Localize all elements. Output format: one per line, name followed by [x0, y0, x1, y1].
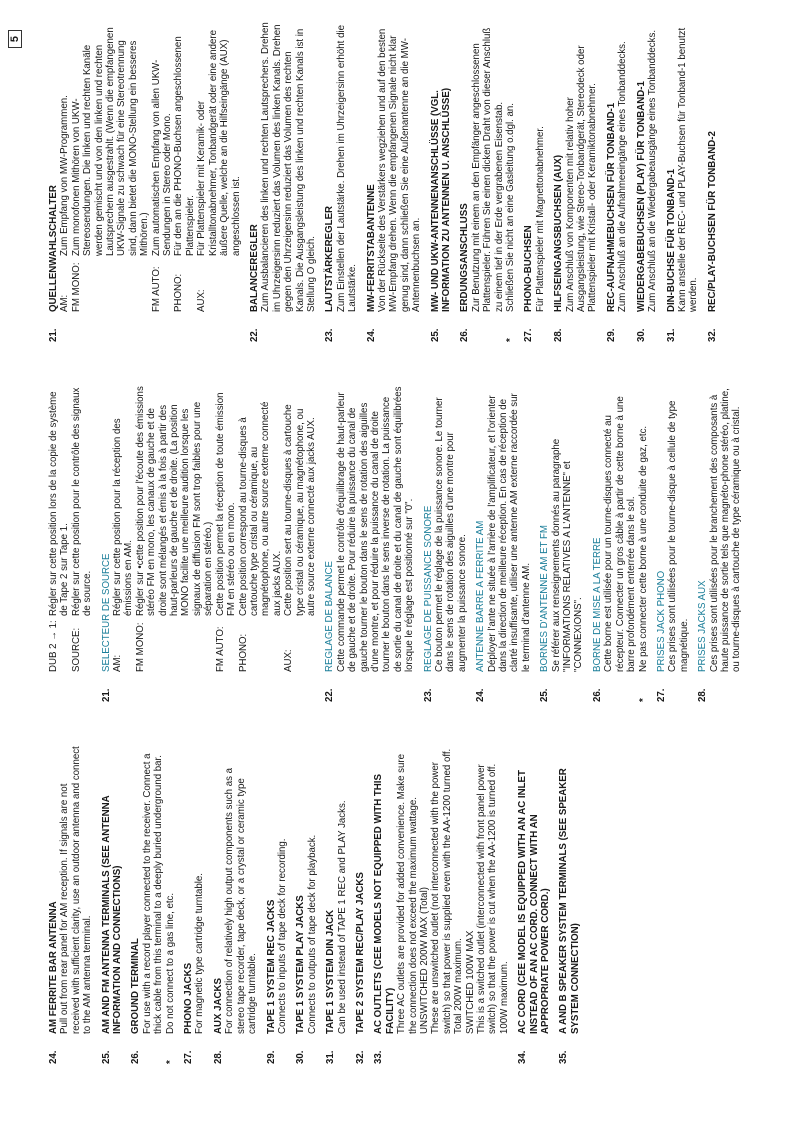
option-label: AUX: [196, 289, 208, 312]
section-item [325, 746, 348, 1064]
section-body [470, 20, 517, 342]
section-body [487, 384, 533, 672]
body-paragraph: For connection of relatively high output components such as a stereo tape recorder, tape deck, or a crystal or ceramic type cartridge turntable. [224, 767, 259, 1034]
section-content [475, 384, 532, 672]
option-text: Cette position correspond au tourne-disques à cartouche type cristal ou céramique, au magnétophone, ou autre source externe connecté aux jacks AUX. [237, 401, 283, 616]
section-number: 32. [706, 328, 718, 342]
section-title: TAPE 1 SYSTEM DIN JACK [325, 909, 337, 1034]
body-paragraph: Pull out from rear panel for AM reception. If signals are not received with sufficient clarity, use an outdoor antenna and connect to the AM antenna terminal. [59, 746, 94, 1034]
section-body [59, 746, 93, 1034]
section-title: A AND B SPEAKER SYSTEM TERMINALS (SEE SPEAKER SYSTEM CONNECTION) [558, 768, 581, 1034]
option-label: FM MONO: [134, 622, 146, 672]
body-paragraph: Zur Benutzung mit einem an den Empfänger angeschlossenen Plattenspieler. Führen Sie einen dicken Draht von dieser Anschluß zu einem tief in der Erde vergrabenen Eisenstab. [470, 27, 505, 312]
section-number: 31. [665, 328, 677, 342]
option-row [48, 384, 71, 672]
option-text: Für den an die PHONO-Buchsen angeschlossenen Plattenspieler. [173, 36, 196, 256]
section-title: BALANCEREGLER [248, 224, 260, 312]
section-content [101, 746, 124, 1034]
section-item [553, 20, 599, 342]
section-content [355, 746, 366, 1034]
option-label: DUB 2 → 1: [48, 620, 59, 672]
section-number: 22. [324, 688, 336, 702]
section-title: WIEDERGABEBUCHSEN (PLAY) FÜR TONBAND-1 [635, 81, 647, 312]
section-content [213, 746, 259, 1034]
section-title: REGLAGE DE PUISSANCE SONORE [422, 505, 434, 672]
section-title: REC-AUFNAHMEBUCHSEN FÜR TONBAND-1 [605, 102, 617, 312]
section-item [48, 20, 242, 342]
section-item [423, 384, 469, 702]
section-item [295, 746, 318, 1064]
section-title: AC OUTLETS (CEE MODELS NOT EQUIPPED WITH THIS FACILITY) [373, 774, 396, 1034]
section-title: DIN-BUCHSE FÜR TONBAND-1 [665, 169, 677, 312]
section-title: PHONO-BUCHSEN [523, 225, 535, 312]
section-body [224, 746, 258, 1034]
section-number [48, 672, 94, 702]
section-body [603, 384, 649, 702]
section-content [266, 746, 289, 1034]
section-body [377, 20, 423, 312]
bullet-note [637, 384, 649, 702]
body-paragraph: UNSWITCHED 200W MAX (Total) [418, 887, 430, 1034]
section-content [366, 20, 423, 312]
section-item [539, 384, 585, 702]
option-label: FM MONO: [70, 262, 82, 312]
section-item [101, 384, 318, 702]
section-item [48, 746, 94, 1064]
section-body [667, 384, 690, 672]
section-item [366, 20, 423, 342]
section-number: 26. [459, 328, 471, 342]
option-row [151, 20, 174, 312]
section-content [249, 20, 317, 312]
section-title: MW-FERRITSTABANTENNE [365, 184, 377, 312]
option-text: Cette position sert au tourne-disques à cartouche type cristal ou céramique, au magnétophone, ou autre source externe connecté aux jacks AUX. [283, 404, 317, 616]
bullet-note [505, 20, 517, 342]
section-content [325, 746, 348, 1034]
section-item [324, 20, 358, 342]
option-text: Für Plattenspieler mit Keramik- oder Kristalltonabnehmer, Tonbandgerät oder eine andere äußere Quelle, welche an die Hilfseingänge (AUX) angeschlossen ist. [196, 29, 242, 256]
section-content [523, 20, 546, 312]
section-body [617, 20, 628, 312]
option-label: AM: [112, 654, 124, 672]
option-label: PHONO: [237, 633, 249, 672]
body-paragraph: Cette commande permet le contrôle d'équilibrage de haut-parleur de gauche et de droite. Pour réduire la puissance du canal de gauche tourner le bouton dans le sens de rotation des aiguilles d'une montre, et pour réduire la puissance du canal de droite tourner le bouton dans le sens inverse de rotation. La puissance de sortie du canal de droite et du canal de gauche sont équilibrées lorsque le réglage est positionné sur "0". [335, 386, 416, 672]
section-number: 26. [130, 1050, 142, 1064]
section-body [709, 384, 743, 672]
section-number: 21. [100, 688, 112, 702]
section-content [373, 746, 510, 1034]
section-content [636, 20, 659, 312]
section-item [373, 746, 510, 1064]
option-text: Régler sur cette position pour le contrôle des signaux de source. [70, 387, 94, 616]
section-number: 23. [422, 688, 434, 702]
section-number: 30. [635, 328, 647, 342]
section-title: PRISES JACK PHONO [655, 570, 667, 672]
section-number: 24. [48, 1050, 59, 1064]
section-content [324, 20, 358, 312]
section-content [606, 20, 629, 312]
bullet-icon: * [164, 1060, 176, 1064]
german-column [48, 20, 725, 342]
section-item [355, 746, 366, 1064]
option-row [215, 384, 238, 672]
page-number: 5 [8, 30, 22, 48]
section-item [606, 20, 629, 342]
option-row [71, 20, 151, 312]
section-title: HILFSEINGANGSBUCHSEN (AUX) [553, 154, 565, 312]
option-label: AM: [59, 294, 71, 312]
bullet-text: Ne pas connecter cette borne à une conduite de gaz, etc. [637, 425, 649, 672]
section-title: QUELLENWAHLSCHALTER [48, 185, 59, 312]
section-number: 28. [212, 1050, 224, 1064]
section-title: REGLAGE DE BALANCE [324, 561, 336, 672]
section-body [396, 746, 510, 1034]
section-body [307, 746, 318, 1034]
section-content [423, 384, 469, 672]
section-content [183, 746, 206, 1034]
section-content [558, 746, 581, 1034]
body-paragraph: Ce bouton permet le réglage de la puissance sonore. Le tourner dans le sens de rotation des aiguilles d'une montre pour augmenter la puissance sonore. [434, 397, 468, 672]
section-number: 27. [655, 688, 667, 702]
body-paragraph: For use with a record player connected to the receiver. Connect a thick cable from this terminal to a deeply buried underground bar. [141, 753, 165, 1034]
option-row [238, 384, 284, 672]
section-item [523, 20, 546, 342]
section-content [656, 384, 690, 672]
body-paragraph: Ces prises sont utilisées pour le tourne-disque à cellule de type magnétique. [667, 400, 690, 672]
option-label: PHONO: [173, 273, 185, 312]
section-title: ANTENNE BARRE A FERRITE AM [475, 520, 487, 672]
section-item [697, 384, 743, 702]
section-number: 28. [697, 688, 709, 702]
option-row [196, 20, 242, 312]
section-number: 30. [295, 1050, 307, 1064]
english-column [48, 746, 588, 1064]
section-item [592, 384, 649, 702]
body-paragraph: Se référer aux renseignements donnés au paragraphe "INFORMATIONS RELATIVES A L'ANTENNE" et "CONNEXIONS". [550, 438, 585, 672]
section-item [666, 20, 700, 342]
section-number: 33. [373, 1050, 385, 1064]
bullet-text: Do not connect to a gas line, etc. [164, 892, 176, 1034]
section-body [336, 384, 416, 672]
section-content [707, 20, 718, 312]
body-paragraph: SWITCHED 100W MAX [464, 930, 476, 1034]
section-title: AM FERRITE BAR ANTENNA [48, 901, 59, 1034]
section-item [430, 20, 453, 342]
section-number: 27. [523, 328, 535, 342]
body-paragraph: This is a switched outlet (interconnected with front panel power switch) so that the power is cut when the AA-1200 is turned off. 100W maximum. [476, 763, 510, 1034]
section-body [48, 384, 94, 672]
section-body [260, 20, 317, 312]
section-title: GROUND TERMINAL [130, 938, 142, 1034]
section-content [48, 384, 94, 672]
section-item [213, 746, 259, 1064]
body-paragraph: Zum Anschluß von Komponenten mit relativ hoher Ausgangsleistung, wie Stereo-Tonbandgerät, Stereodeck oder Plattenspieler mit Kristall- oder Keramiktonabnehmer. [564, 45, 599, 312]
section-body [551, 384, 585, 672]
body-paragraph: Zum Anschluß an die Wiedergabeausgänge eines Tonbanddecks. [647, 29, 659, 312]
body-paragraph: Zum Ausbalancieren des linken und rechten Lautsprechers. Drehen im Uhrzeigersinn reduziert das Volumen des linken Kanals. Drehen gegen den Uhrzeigersinn reduziert das Volumen des rechten Kanals. Die Ausgangsleistung des linken und rechten Kanals ist in Stellung O gleich. [260, 22, 317, 312]
section-item [324, 384, 415, 702]
body-paragraph: Von der Rückseite des Verstärkers wegziehen und auf den besten MW-Empfang drehen. Wenn die empfangenen Signale nicht klar genug sind, dann schließen Sie eine Außenantenne an die MW-Antennenbuchsen an. [376, 28, 423, 312]
section-title: TAPE 1 SYSTEM REC JACKS [265, 899, 277, 1034]
body-paragraph: Can be used instead of TAPE 1 REC and PLAY Jacks. [336, 800, 348, 1034]
option-text: Zum automatischen Empfang von allen UKW-Sendungen in Stereo oder Mono. [150, 59, 174, 256]
section-number: 25. [100, 1050, 112, 1064]
body-paragraph: Déployer l'ante ne située à l'arrière de l'amplificateur, et l'orienter dans la direction de meilleure réception. En cas de réception de clarté insuffisante, utiliser une antenne AM externe raccordée sur le terminal d'antenne AM. [486, 393, 532, 672]
section-number: 24. [365, 328, 377, 342]
option-text: Régler sur cette position pour la réception des émissions en AM. [112, 418, 135, 616]
section-number: 35. [558, 1050, 570, 1064]
body-paragraph: Zum Einstellen der Lautstärke. Drehen im Uhrzeigersinn erhöht die Lautstärke. [335, 25, 359, 312]
body-paragraph: Ces prises sont utilisées pour le branchement des composants à haute puissance de sortie tels que magnéto-phone stéréo, platine, ou tourne-disques à cartouche de type céramique ou à cristal. [708, 388, 743, 672]
section-number: 29. [265, 1050, 277, 1064]
bullet-note [164, 746, 176, 1064]
section-title: REC/PLAY-BUCHSEN FÜR TONBAND-2 [706, 131, 718, 312]
body-paragraph: Connects to outputs of tape deck for playback. [306, 834, 318, 1034]
french-column [48, 384, 750, 702]
section-title: LAUTSTÄRKEREGLER [324, 205, 336, 312]
section-content [430, 20, 453, 312]
section-number: 32. [354, 1050, 366, 1064]
bullet-text: Schließen Sie nicht an eine Gasleitung o.dgl. an. [505, 103, 517, 312]
section-item [266, 746, 289, 1064]
body-paragraph: Kann anstelle der REC- und PLAY-Buchsen für Tonband-1 benutzt werden. [676, 27, 700, 312]
section-item [636, 20, 659, 342]
section-body [677, 20, 700, 312]
section-body [535, 20, 546, 312]
section-body [277, 746, 288, 1034]
body-paragraph: Zum Anschluß an die Aufnahmeeingänge eines Tonbanddecks. [617, 41, 629, 312]
section-number: 28. [553, 328, 565, 342]
section-number: 23. [324, 328, 336, 342]
section-title: MW- UND UKW-ANTENNENANSCHLÜSSE (VGL. INFORMATION ZU ANTENNEN U. ANSCHLÜSSE) [429, 87, 452, 312]
section-number: 21. [48, 328, 59, 342]
section-content [324, 384, 415, 672]
section-title: PRISES JACKS AUX [697, 580, 709, 672]
section-item [558, 746, 581, 1064]
section-content [48, 20, 242, 312]
section-title: ERDUNGSANSCHLUSS [459, 203, 471, 312]
option-row [112, 384, 135, 672]
section-item [130, 746, 176, 1064]
section-title: PHONO JACKS [183, 962, 195, 1034]
section-item [707, 20, 718, 342]
body-paragraph: These are unswitched outlet (not interconnected with the power switch) so that power is supplied even with the AA-1200 turned off. Total 200W maximum. [430, 748, 465, 1034]
section-title: TAPE 2 SYSTEM REC/PLAY JACKS [354, 872, 366, 1034]
section-body [434, 384, 468, 672]
section-item [459, 20, 516, 342]
option-text: Cette position permet la réception de toute émission FM en stéréo ou en mono. [214, 392, 238, 616]
section-title: BORNES D'ANTENNE AM ET FM [539, 524, 551, 672]
option-row [283, 384, 317, 672]
bullet-icon: * [505, 338, 517, 342]
section-number: 34. [517, 1050, 529, 1064]
section-body [337, 746, 348, 1034]
section-item [249, 20, 317, 342]
section-number: 31. [325, 1050, 337, 1064]
section-number: 25. [429, 328, 441, 342]
section-body [647, 20, 658, 312]
section-item [48, 384, 94, 702]
section-number: 25. [539, 688, 551, 702]
section-body [141, 746, 176, 1064]
body-paragraph: Three AC outlets are provided for added convenience. Make sure the connection does not exceed the maximum wattage. [396, 753, 419, 1034]
option-text: Zum Empfang von MW-Programmen. [59, 95, 71, 256]
option-row [135, 384, 215, 672]
section-title: AUX JACKS [212, 978, 224, 1034]
section-item [183, 746, 206, 1064]
section-title: BORNE DE MISE A LA TERRE [591, 537, 603, 672]
option-label: FM AUTO: [214, 626, 226, 672]
section-content [295, 746, 318, 1034]
section-content [666, 20, 700, 312]
section-number: 22. [248, 328, 260, 342]
body-paragraph: For magnetic type cartridge turntable. [194, 873, 206, 1034]
option-row [173, 20, 196, 312]
section-title: SELECTEUR DE SOURCE [100, 553, 112, 672]
section-body [336, 20, 359, 312]
section-item [101, 746, 124, 1064]
section-content [48, 746, 94, 1034]
section-content [553, 20, 599, 312]
option-label: SOURCE: [70, 627, 82, 672]
section-body [112, 384, 317, 672]
section-body [194, 746, 205, 1034]
body-paragraph: Für Plattenspieler mit Magnettonabnehmer. [534, 126, 546, 312]
section-number: 27. [183, 1050, 195, 1064]
section-body [565, 20, 599, 312]
option-label: AUX: [283, 649, 295, 672]
section-content [697, 384, 743, 672]
section-item [517, 746, 551, 1064]
section-title: AC CORD (CEE MODEL IS EQUIPPED WITH AN AC INLET INSTEAD OF AN AC CORD. CONNECT WITH AN APPROPRIATE POWER CORD.) [517, 770, 552, 1034]
section-title: TAPE 1 SYSTEM PLAY JACKS [295, 895, 307, 1034]
option-text: Zum monofonen Mithören von UKW-Stereosendungen. Die linken und rechten Kanäle werden gemischt und von den linken und rechten Lautsprechern ausgestrahlt. (Wenn die empfangenen UKW-Signale zu schwach für eine Stereotrennung sind, dann bietet die MONO-Stellung ein besseres Mithören.) [70, 27, 151, 256]
bullet-icon: * [637, 698, 649, 702]
section-content [101, 384, 318, 672]
section-item [656, 384, 690, 702]
option-text: Régler sur cette position lors de la copie de système de Tape 2 sur Tape 1. [48, 391, 71, 616]
section-item [475, 384, 532, 702]
section-number: 26. [591, 688, 603, 702]
section-content [539, 384, 585, 672]
body-paragraph: Cette borne est utilisée pour un tourne-disques connecté au récepteur. Connecter un gros câble à partir de cette borne à une barre profondément enterrée dans le sol. [603, 396, 638, 672]
option-text: Régler sur •cette position pour l'écoute des émissions stéréo FM en mono, les canaux de gauche et de droite sont mélangés et émis à la fois à partir des haut-parleurs de gauche et de droite. (La position MONO facilite une meilleure audition lorsque les signaux de diffusion FM sont trop faibles pour une séparation en stéréo.) [134, 386, 215, 616]
section-number: 29. [605, 328, 617, 342]
section-title: AM AND FM ANTENNA TERMINALS (SEE ANTENNA INFORMATION AND CONNECTIONS) [100, 795, 124, 1034]
option-row [59, 20, 70, 312]
option-label: FM AUTO: [150, 266, 162, 312]
body-paragraph: Connects to inputs of tape deck for recording. [276, 838, 288, 1034]
option-row [71, 384, 94, 672]
section-number: 24. [475, 688, 487, 702]
section-body [59, 20, 242, 312]
section-content [517, 746, 551, 1034]
